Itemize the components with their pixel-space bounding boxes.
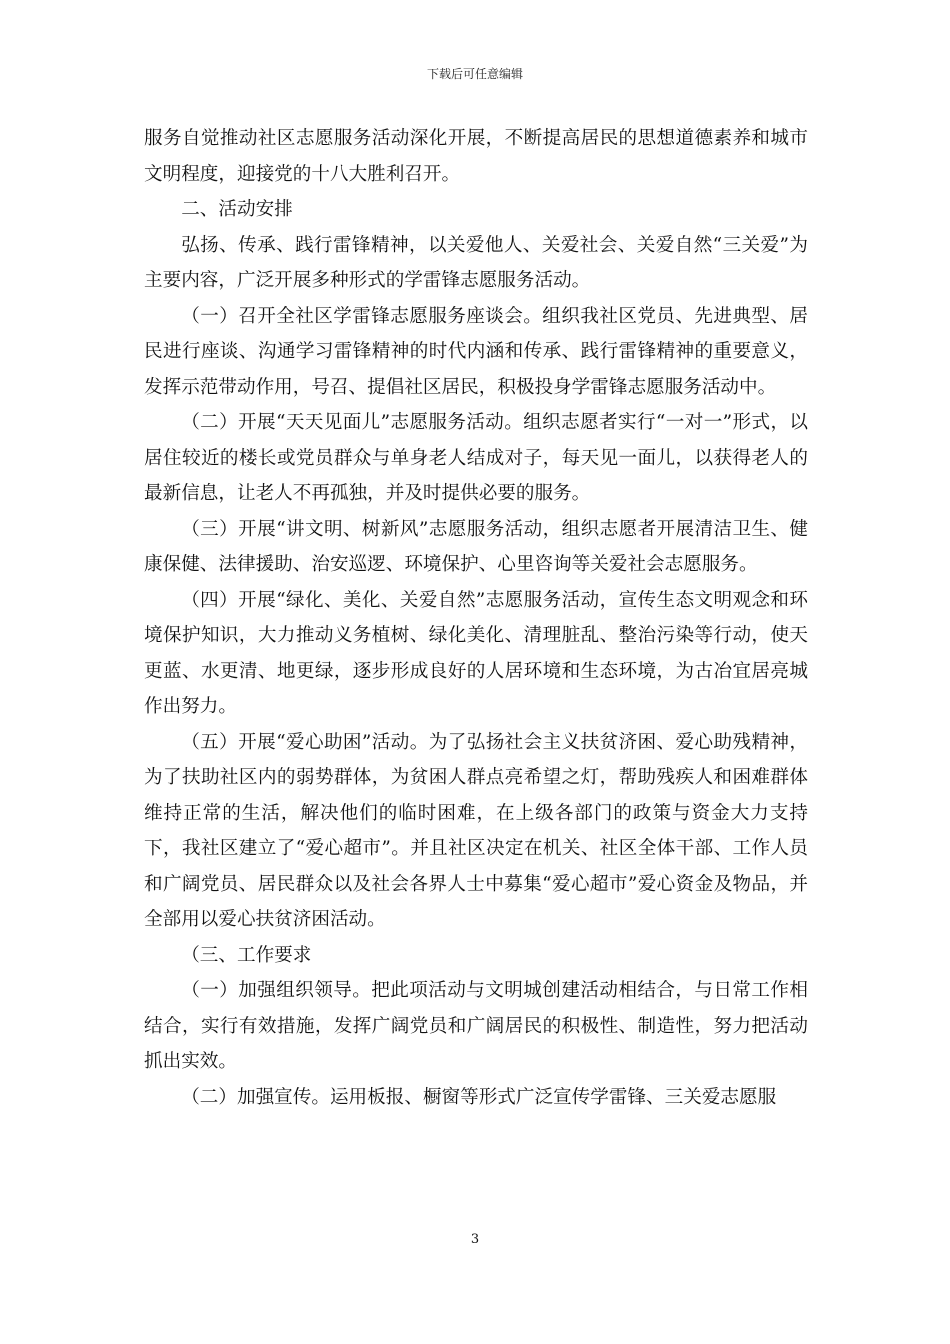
paragraph-continuation: 服务自觉推动社区志愿服务活动深化开展，不断提高居民的思想道德素养和城市文明程度，迎接党的十八大胜利召开。 — [144, 128, 808, 185]
paragraph-item-4: （四）开展“绿化、美化、关爱自然”志愿服务活动，宣传生态文明观念和环境保护知识，大力推动义务植树、绿化美化、清理脏乱、整治污染等行动，使天更蓝、水更清、地更绿，逐步形成良好的人居环境和生态环境，为古冶宜居亮城作出努力。 — [144, 589, 808, 717]
paragraph-activity-intro: 弘扬、传承、践行雷锋精神，以关爱他人、关爱社会、关爱自然“三关爱”为主要内容，广泛开展多种形式的学雷锋志愿服务活动。 — [144, 234, 808, 291]
document-body — [144, 121, 808, 1115]
paragraph-requirement-1: （一）加强组织领导。把此项活动与文明城创建活动相结合，与日常工作相结合，实行有效措施，发挥广阔党员和广阔居民的积极性、制造性，努力把活动抓出实效。 — [144, 980, 808, 1072]
paragraph-item-3: （三）开展“讲文明、树新风”志愿服务活动，组织志愿者开展清洁卫生、健康保健、法律援助、治安巡逻、环境保护、心里咨询等关爱社会志愿服务。 — [144, 518, 808, 575]
page-header-note: 下载后可任意编辑 — [426, 67, 523, 81]
section-heading-work-requirements: （三、工作要求 — [181, 944, 312, 966]
paragraph-item-2: （二）开展“天天见面儿”志愿服务活动。组织志愿者实行“一对一”形式，以居住较近的楼长或党员群众与单身老人结成对子，每天见一面儿，以获得老人的最新信息，让老人不再孤独，并及时提供必要的服务。 — [144, 412, 808, 504]
paragraph-requirement-2: （二）加强宣传。运用板报、橱窗等形式广泛宣传学雷锋、三关爱志愿服 — [181, 1086, 777, 1108]
section-heading-activity-arrangement: 二、活动安排 — [181, 199, 293, 220]
page-number: 3 — [470, 1232, 480, 1247]
paragraph-item-1: （一）召开全社区学雷锋志愿服务座谈会。组织我社区党员、先进典型、居民进行座谈、沟通学习雷锋精神的时代内涵和传承、践行雷锋精神的重要意义，发挥示范带动作用，号召、提倡社区居民，积极投身学雷锋志愿服务活动中。 — [144, 305, 808, 398]
paragraph-item-5: （五）开展“爱心助困”活动。为了弘扬社会主义扶贫济困、爱心助残精神，为了扶助社区内的弱势群体，为贫困人群点亮希望之灯，帮助残疾人和困难群体维持正常的生活，解决他们的临时困难，在上级各部门的政策与资金大力支持下，我社区建立了“爱心超市”。并且社区决定在机关、社区全体干部、工作人员和广阔党员、居民群众以及社会各界人士中募集“爱心超市”爱心资金及物品，并全部用以爱心扶贫济困活动。 — [144, 731, 808, 930]
